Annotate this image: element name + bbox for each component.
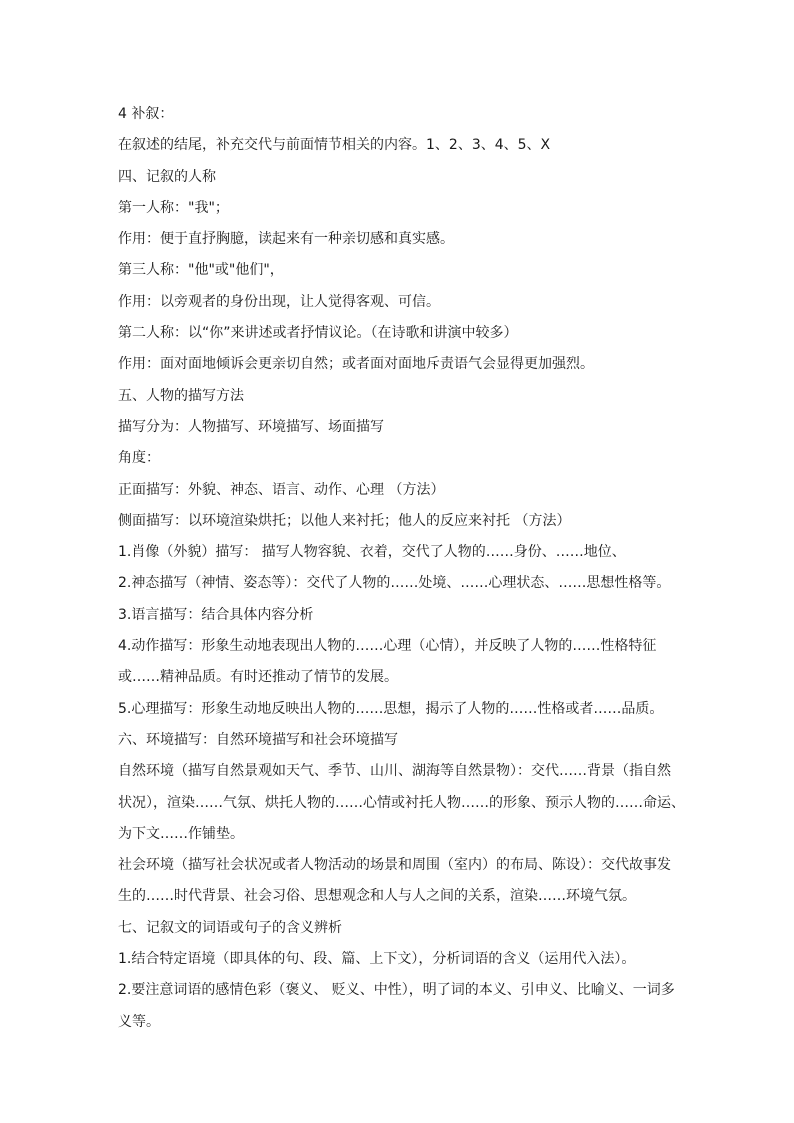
text-line: 为下文……作铺垫。 [118, 825, 244, 842]
text-line: 4 补叙： [118, 106, 174, 122]
text-line: 第三人称："他"或"他们"， [118, 262, 284, 279]
text-line: 1.结合特定语境（即具体的句、段、篇、上下文），分析词语的含义（运用代入法）。 [118, 951, 636, 968]
text-line: 侧面描写：以环境渲染烘托；以他人来衬托；他人的反应来衬托 （方法） [118, 512, 571, 529]
text-line: 义等。 [118, 1013, 160, 1030]
text-line: 4.动作描写：形象生动地表现出人物的……心理（心情），并反映了人物的……性格特征 [118, 638, 657, 655]
section-heading: 六、环境描写：自然环境描写和社会环境描写 [118, 731, 398, 748]
text-line: 第二人称：以“你”来讲述或者抒情议论。（在诗歌和讲演中较多） [118, 325, 518, 342]
text-line: 作用：便于直抒胸臆，读起来有一种亲切感和真实感。 [118, 231, 454, 248]
text-line: 3.语言描写：结合具体内容分析 [118, 606, 314, 623]
text-line: 作用：以旁观者的身份出现，让人觉得客观、可信。 [118, 293, 440, 310]
text-line: 第一人称："我"； [118, 199, 229, 216]
section-heading: 七、记叙文的词语或句子的含义辨析 [118, 919, 342, 936]
text-line: 社会环境（描写社会状况或者人物活动的场景和周围（室内）的布局、陈设）：交代故事发 [118, 857, 671, 874]
document-body [118, 99, 685, 1038]
text-line: 描写分为：人物描写、环境描写、场面描写 [118, 418, 384, 435]
text-line: 2.要注意词语的感情色彩（褒义、 贬义、中性），明了词的本义、引申义、比喻义、一词多 [118, 982, 675, 999]
text-line: 自然环境（描写自然景观如天气、季节、山川、湖海等自然景物）：交代……背景（指自然 [118, 763, 671, 780]
text-line: 角度： [118, 450, 160, 467]
text-line: 状况），渲染……气氛、烘托人物的……心情或衬托人物……的形象、预示人物的……命运、 [118, 794, 685, 811]
text-line: 在叙述的结尾，补充交代与前面情节相关的内容。1、2、3、4、5、X [118, 137, 551, 154]
text-line: 作用：面对面地倾诉会更亲切自然；或者面对面地斥责语气会显得更加强烈。 [118, 356, 594, 373]
text-line: 生的……时代背景、社会习俗、思想观念和人与人之间的关系，渲染……环境气氛。 [118, 888, 636, 905]
section-heading: 四、记叙的人称 [118, 168, 216, 185]
text-line: 2.神态描写（神情、姿态等）：交代了人物的……处境、……心理状态、……思想性格等。 [118, 575, 671, 592]
section-heading: 五、人物的描写方法 [118, 387, 244, 404]
text-line: 正面描写：外貌、神态、语言、动作、心理 （方法） [118, 481, 445, 498]
text-line: 或……精神品质。有时还推动了情节的发展。 [118, 669, 398, 686]
text-line: 5.心理描写：形象生动地反映出人物的……思想，揭示了人物的……性格或者……品质。 [118, 700, 664, 717]
text-line: 1.肖像（外貌）描写： 描写人物容貌、衣着，交代了人物的……身份、……地位、 [118, 544, 626, 561]
